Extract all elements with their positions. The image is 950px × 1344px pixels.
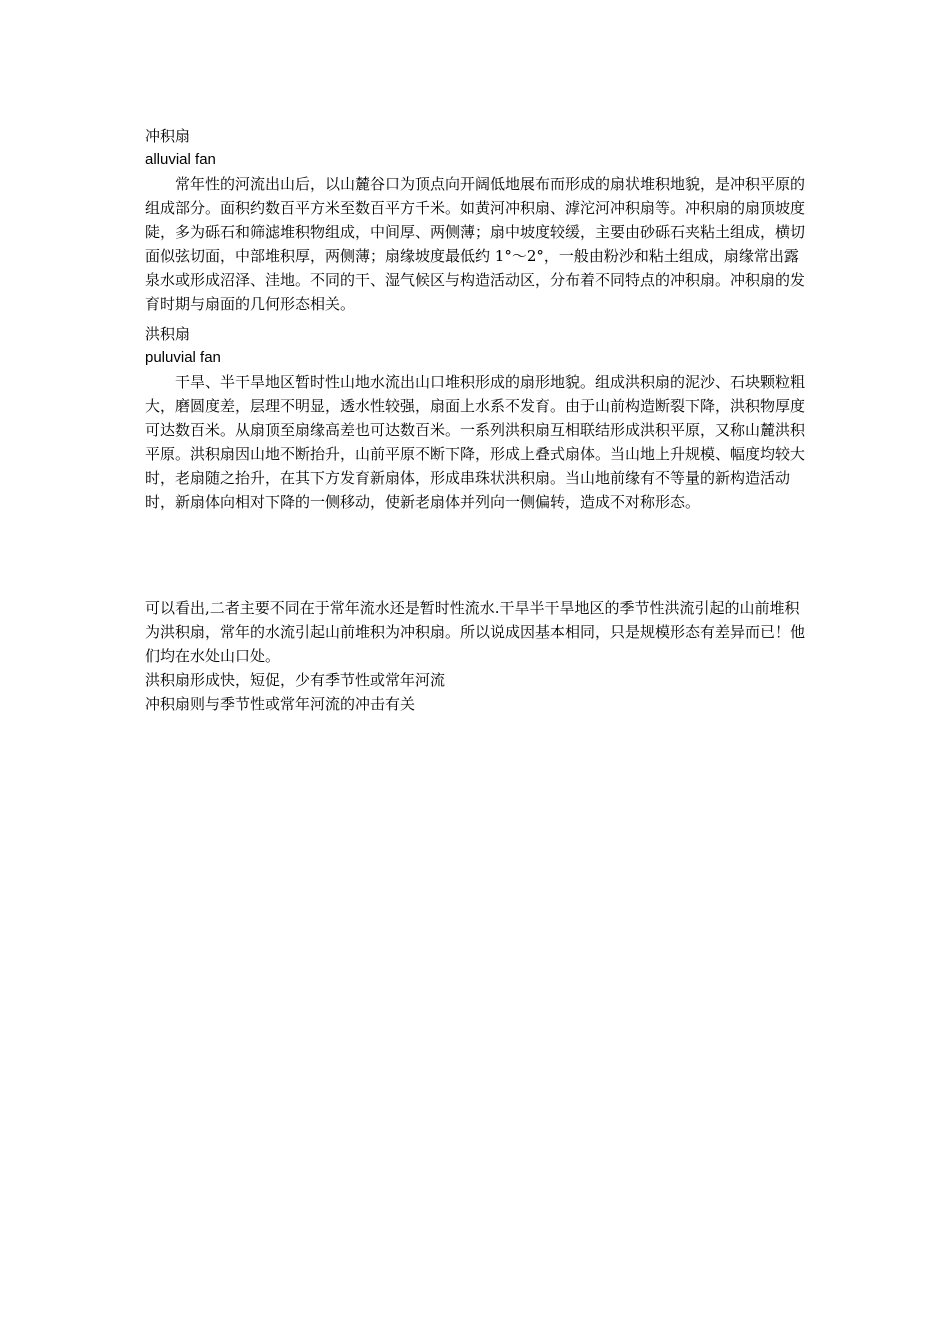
pluvial-fan-section xyxy=(145,322,808,514)
comparison-section xyxy=(145,596,808,716)
document-page xyxy=(145,0,808,1344)
pluvial-fan-term-en: puluvial fan xyxy=(145,349,221,366)
alluvial-fan-description: 常年性的河流出山后，以山麓谷口为顶点向开阔低地展布而形成的扇状堆积地貌，是冲积平原的组成部分。面积约数百平方米至数百平方千米。如黄河冲积扇、滹沱河冲积扇等。冲积扇的扇顶坡度陡，多为砾石和筛滤堆积物组成，中间厚、两侧薄；扇中坡度较缓，主要由砂砾石夹粘土组成，横切面似弦切面，中部堆积厚，两侧薄；扇缘坡度最低约 1°～2°，一般由粉沙和粘土组成，扇缘常出露泉水或形成沼泽、洼地。不同的干、湿气候区与构造活动区，分布着不同特点的冲积扇。冲积扇的发育时期与扇面的几何形态相关。 xyxy=(145,175,806,313)
comparison-line-pluvial: 洪积扇形成快，短促，少有季节性或常年河流 xyxy=(145,671,446,689)
alluvial-fan-term-en: alluvial fan xyxy=(145,151,216,168)
comparison-line-alluvial: 冲积扇则与季节性或常年河流的冲击有关 xyxy=(145,695,416,713)
pluvial-fan-description: 干旱、半干旱地区暂时性山地水流出山口堆积形成的扇形地貌。组成洪积扇的泥沙、石块颗粒粗大，磨圆度差，层理不明显，透水性较强，扇面上水系不发育。由于山前构造断裂下降，洪积物厚度可达数百米。从扇顶至扇缘高差也可达数百米。一系列洪积扇互相联结形成洪积平原，又称山麓洪积平原。洪积扇因山地不断抬升，山前平原不断下降，形成上叠式扇体。当山地上升规模、幅度均较大时，老扇随之抬升，在其下方发育新扇体，形成串珠状洪积扇。当山地前缘有不等量的新构造活动时，新扇体向相对下降的一侧移动，使新老扇体并列向一侧偏转，造成不对称形态。 xyxy=(145,373,806,511)
alluvial-fan-term-zh: 冲积扇 xyxy=(145,127,191,145)
alluvial-fan-section xyxy=(145,124,808,316)
pluvial-fan-term-zh: 洪积扇 xyxy=(145,325,191,343)
comparison-summary: 可以看出,二者主要不同在于常年流水还是暂时性流水.干旱半干旱地区的季节性洪流引起的山前堆积为洪积扇，常年的水流引起山前堆积为冲积扇。所以说成因基本相同，只是规模形态有差异而已！他们均在水处山口处。 xyxy=(145,599,806,665)
